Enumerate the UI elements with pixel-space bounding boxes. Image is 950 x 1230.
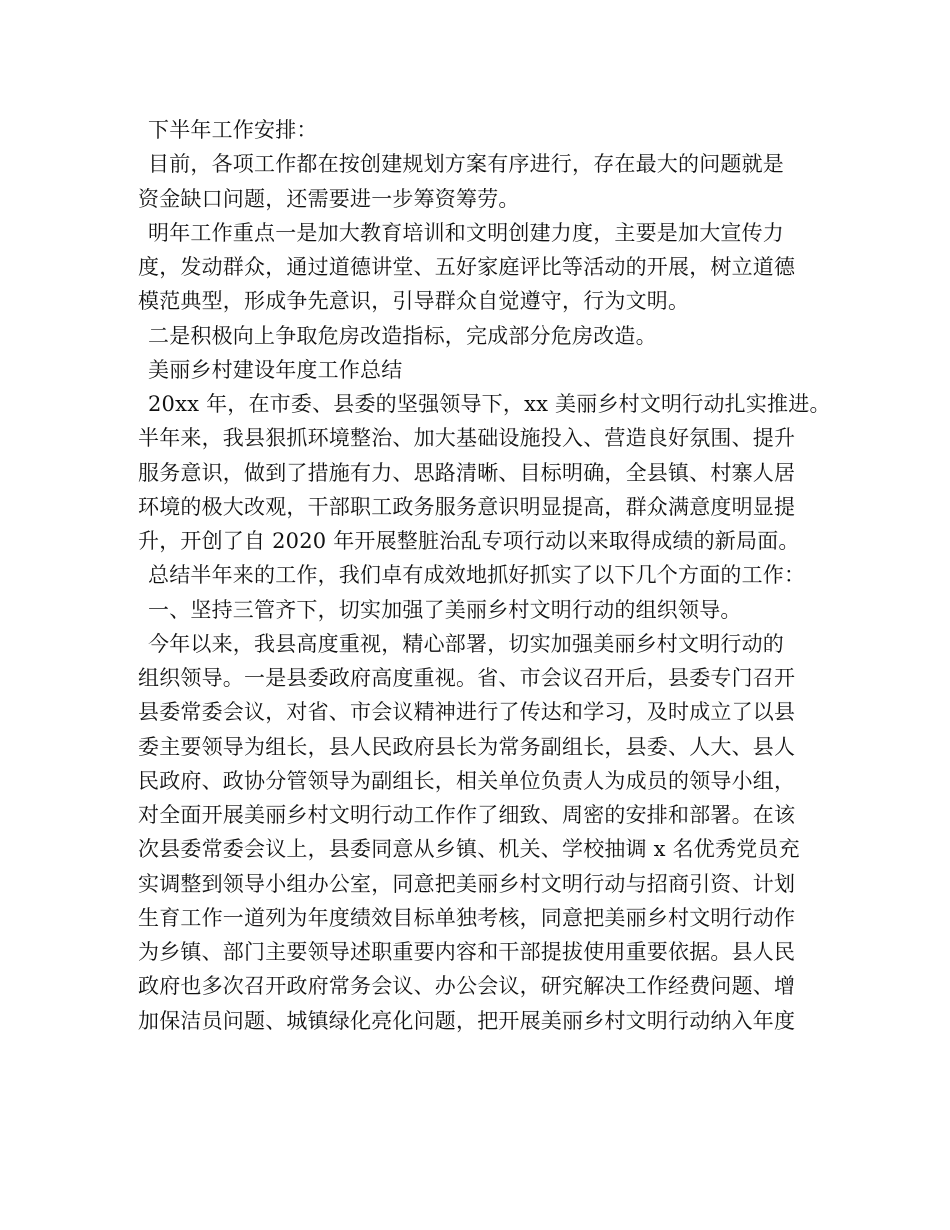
text-line: 美丽乡村建设年度工作总结	[148, 357, 403, 382]
text-line: 委主要领导为组长，县人民政府县长为常务副组长，县委、人大、县人	[138, 734, 796, 759]
text-line: 总结半年来的工作，我们卓有成效地抓好抓实了以下几个方面的工作：	[148, 563, 806, 588]
text-line: 明年工作重点一是加大教育培训和文明创建力度，主要是加大宣传力	[148, 220, 784, 245]
text-line: 20xx 年，在市委、县委的坚强领导下，xx 美丽乡村文明行动扎实推进。	[148, 392, 831, 416]
text-line: 资金缺口问题，还需要进一步筹资筹劳。	[138, 186, 520, 211]
text-line: 下半年工作安排：	[148, 118, 318, 142]
text-line: 次县委常委会议上，县委同意从乡镇、机关、学校抽调 x 名优秀党员充	[138, 837, 800, 862]
text-line: 二是积极向上争取危房改造指标，完成部分危房改造。	[148, 323, 657, 348]
text-line: 组织领导。一是县委政府高度重视。省、市会议召开后，县委专门召开	[138, 666, 796, 690]
text-line: 模范典型，形成争先意识，引导群众自觉遵守，行为文明。	[138, 289, 690, 314]
text-line: 为乡镇、部门主要领导述职重要内容和干部提拔使用重要依据。县人民	[138, 940, 796, 964]
text-line: 服务意识，做到了措施有力、思路清晰、目标明确，全县镇、村寨人居	[138, 460, 796, 485]
document-body	[138, 113, 831, 1038]
text-line: 今年以来，我县高度重视，精心部署，切实加强美丽乡村文明行动的	[148, 631, 784, 656]
text-line: 生育工作一道列为年度绩效目标单独考核，同意把美丽乡村文明行动作	[138, 905, 796, 930]
text-line: 加保洁员问题、城镇绿化亮化问题，把开展美丽乡村文明行动纳入年度	[138, 1008, 796, 1033]
text-line: 一、坚持三管齐下，切实加强了美丽乡村文明行动的组织领导。	[148, 597, 742, 622]
text-line: 实调整到领导小组办公室，同意把美丽乡村文明行动与招商引资、计划	[138, 871, 796, 896]
text-line: 对全面开展美丽乡村文明行动工作作了细致、周密的安排和部署。在该	[138, 803, 796, 827]
text-line: 目前，各项工作都在按创建规划方案有序进行，存在最大的问题就是	[148, 152, 784, 177]
text-line: 政府也多次召开政府常务会议、办公会议，研究解决工作经费问题、增	[138, 974, 796, 999]
text-line: 度，发动群众，通过道德讲堂、五好家庭评比等活动的开展，树立道德	[138, 255, 796, 279]
text-line: 县委常委会议，对省、市会议精神进行了传达和学习，及时成立了以县	[138, 700, 796, 725]
text-line: 环境的极大改观，干部职工政务服务意识明显提高，群众满意度明显提	[138, 494, 796, 519]
text-line: 升，开创了自 2020 年开展整脏治乱专项行动以来取得成绩的新局面。	[138, 529, 800, 553]
text-line: 半年来，我县狠抓环境整治、加大基础设施投入、营造良好氛围、提升	[138, 426, 796, 451]
text-line: 民政府、政协分管领导为副组长，相关单位负责人为成员的领导小组，	[138, 768, 796, 793]
